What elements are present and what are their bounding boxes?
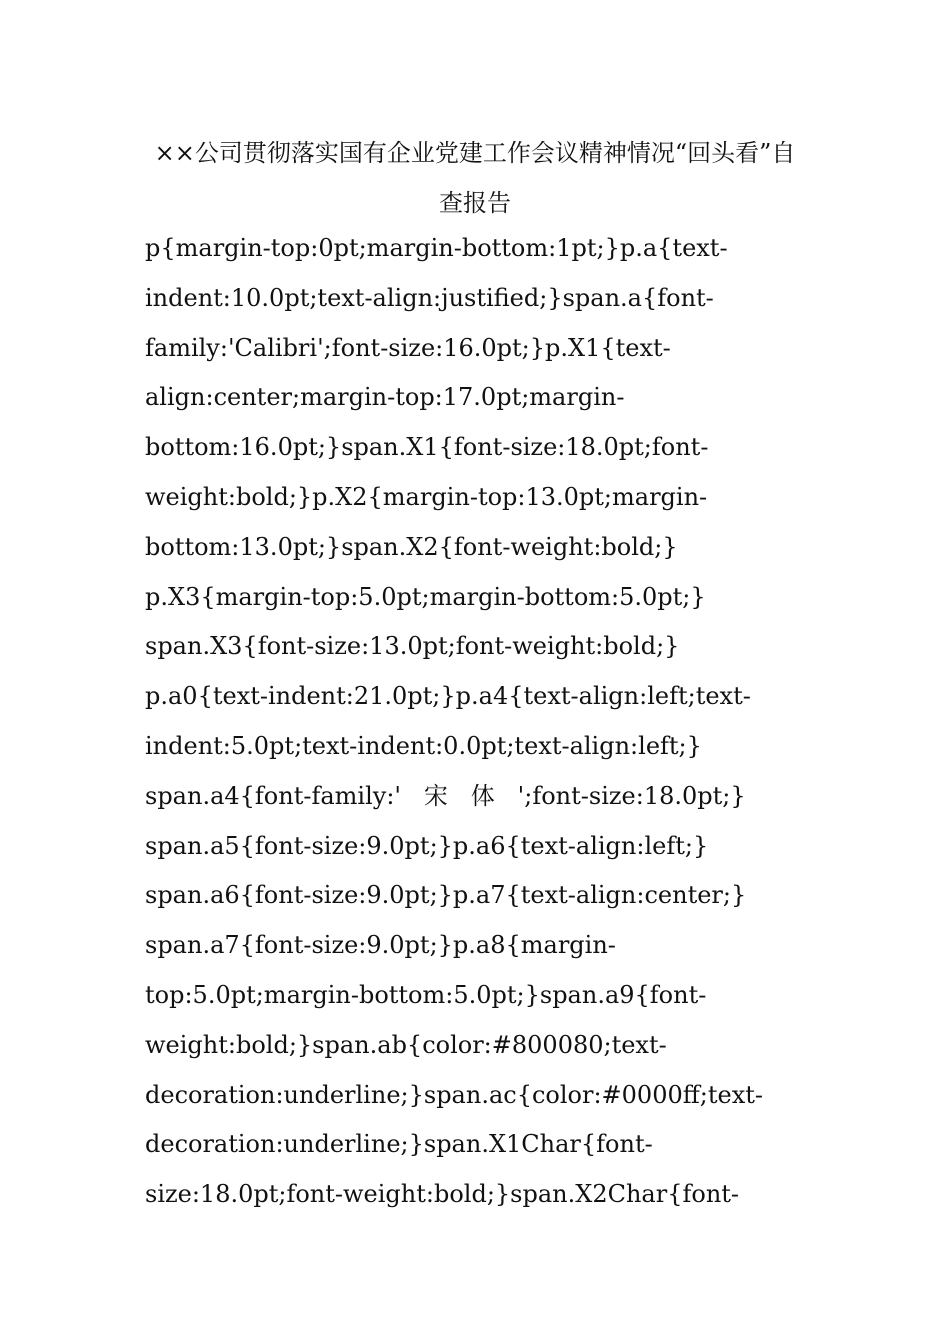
body-line: size:18.0pt;font-weight:bold;}span.X2Char{font- (145, 1180, 740, 1209)
body-line: align:center;margin-top:17.0pt;margin- (145, 383, 625, 412)
body-line: bottom:16.0pt;}span.X1{font-size:18.0pt;font- (145, 433, 709, 462)
document-body (145, 224, 810, 1220)
body-line: indent:10.0pt;text-align:justified;}span.a{font- (145, 283, 714, 312)
body-line: p.a0{text-indent:21.0pt;}p.a4{text-align:left;text- (145, 682, 751, 711)
body-line: bottom:13.0pt;}span.X2{font-weight:bold;} (145, 532, 678, 561)
body-line: span.a6{font-size:9.0pt;}p.a7{text-align:center;} (145, 881, 747, 910)
body-line: span.a4{font-family:' 宋 体 ';font-size:18.0pt;} (145, 781, 746, 810)
body-line: span.a7{font-size:9.0pt;}p.a8{margin- (145, 931, 616, 960)
body-line: weight:bold;}p.X2{margin-top:13.0pt;margin- (145, 482, 708, 511)
body-line: p{margin-top:0pt;margin-bottom:1pt;}p.a{text- (145, 234, 728, 262)
body-line: span.X3{font-size:13.0pt;font-weight:bold;} (145, 632, 680, 661)
body-line: decoration:underline;}span.X1Char{font- (145, 1130, 653, 1159)
body-line: weight:bold;}span.ab{color:#800080;text- (145, 1030, 667, 1059)
body-line: family:'Calibri';font-size:16.0pt;}p.X1{text- (145, 333, 671, 362)
document-title: ××公司贯彻落实国有企业党建工作会议精神情况“回头看”自查报告 (154, 139, 796, 217)
body-line: p.X3{margin-top:5.0pt;margin-bottom:5.0pt;} (145, 582, 706, 611)
body-line: indent:5.0pt;text-indent:0.0pt;text-align:left;} (145, 731, 702, 760)
body-line: decoration:underline;}span.ac{color:#0000ff;text- (145, 1080, 763, 1109)
body-line: top:5.0pt;margin-bottom:5.0pt;}span.a9{font- (145, 980, 707, 1009)
body-line: span.a5{font-size:9.0pt;}p.a6{text-align:left;} (145, 831, 709, 860)
